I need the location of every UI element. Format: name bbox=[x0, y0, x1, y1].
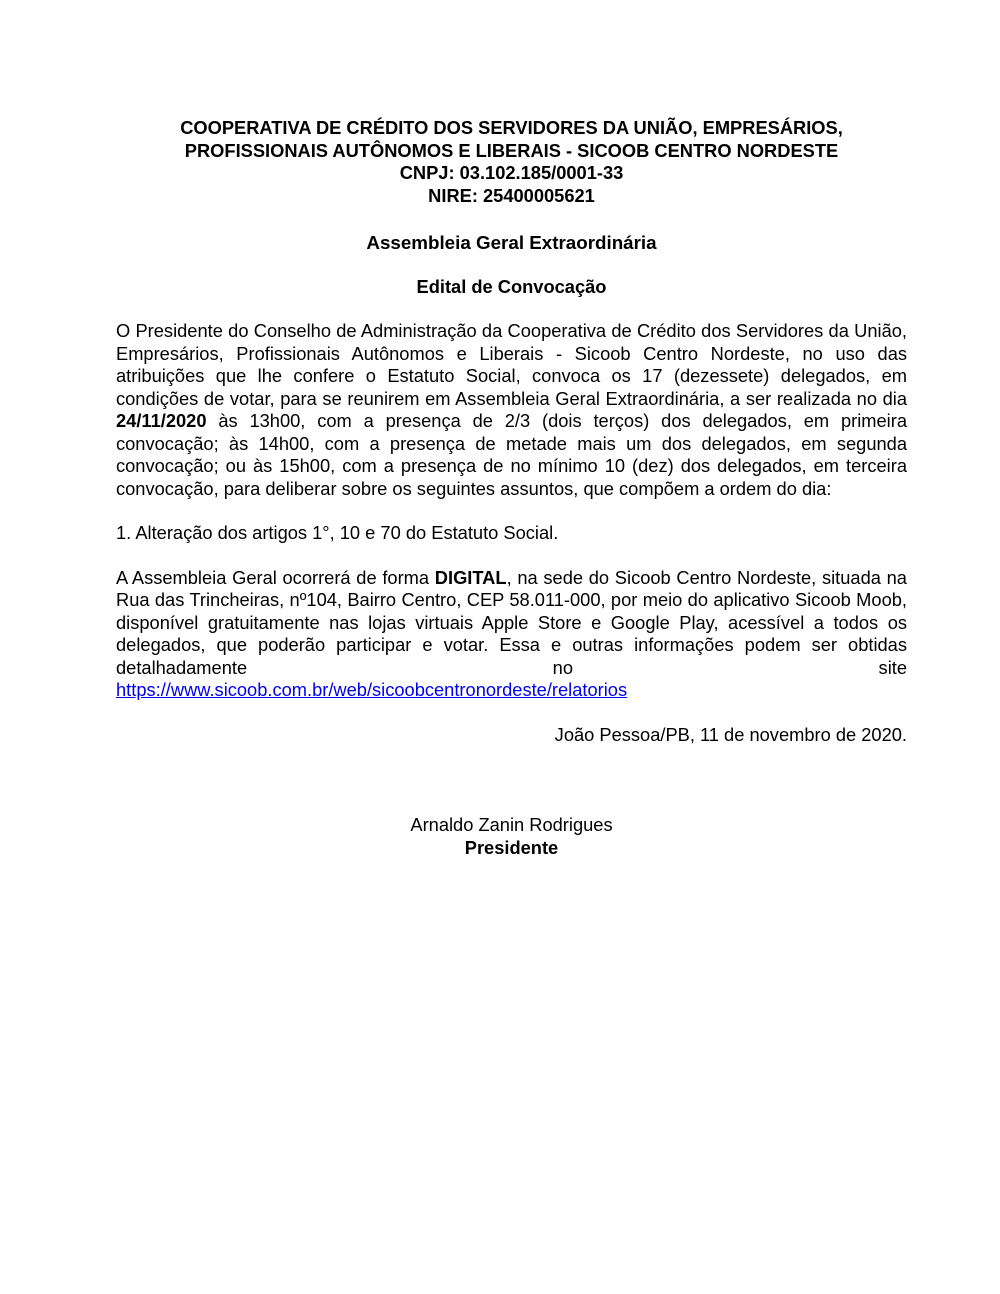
signature-block bbox=[116, 814, 907, 859]
digital-text bbox=[116, 567, 907, 680]
agenda-item-1: 1. Alteração dos artigos 1°, 10 e 70 do Estatuto Social. bbox=[116, 522, 559, 543]
document-page bbox=[116, 117, 907, 859]
site-link[interactable]: https://www.sicoob.com.br/web/sicoobcentronordeste/relatorios bbox=[116, 679, 628, 700]
date-line: João Pessoa/PB, 11 de novembro de 2020. bbox=[554, 723, 907, 745]
header-line-1: COOPERATIVA DE CRÉDITO DOS SERVIDORES DA UNIÃO, EMPRESÁRIOS, bbox=[180, 117, 843, 138]
signatory-role: Presidente bbox=[464, 836, 559, 858]
intro-paragraph bbox=[116, 320, 907, 500]
digital-text-part-1: A Assembleia Geral ocorrerá de forma bbox=[116, 566, 435, 588]
header-nire: NIRE: 25400005621 bbox=[428, 184, 595, 206]
header-cnpj: CNPJ: 03.102.185/0001-33 bbox=[399, 162, 624, 183]
edital-title: Edital de Convocação bbox=[416, 275, 607, 297]
intro-text-part-1: O Presidente do Conselho de Administração da Cooperativa de Crédito dos Servidores da União, Empresários, Profissionais Autônomos e Liberais - Sicoob Centro Nordeste, no uso das atribuições que lhe confere o Estatuto Social, convoca os 17 (dezessete) delegados, em condições de votar, para se reunirem em Assembleia Geral Extraordinária, a ser realizada no dia bbox=[116, 320, 907, 409]
assembly-title: Assembleia Geral Extraordinária bbox=[366, 232, 657, 253]
document-header bbox=[116, 117, 907, 207]
signatory-name: Arnaldo Zanin Rodrigues bbox=[410, 814, 613, 835]
digital-bold: DIGITAL bbox=[434, 566, 507, 588]
assembly-date: 24/11/2020 bbox=[116, 410, 207, 431]
intro-text-part-2: às 13h00, com a presença de 2/3 (dois terços) dos delegados, em primeira convocação; às 14h00, com a presença de metade mais um dos delegados, em segunda convocação; ou às 15h00, com a presença de no mínimo 10 (dez) dos delegados, em terceira convocação, para deliberar sobre os seguintes assuntos, que compõem a ordem do dia: bbox=[116, 410, 907, 499]
digital-paragraph bbox=[116, 567, 907, 702]
digital-text-part-2: , na sede do Sicoob Centro Nordeste, situada na Rua das Trincheiras, nº104, Bairro Centro, CEP 58.011-000, por meio do aplicativo Sicoob Moob, disponível gratuitamente nas lojas virtuais Apple Store e Google Play, acessível a todos os delegados, que poderão participar e votar. Essa e outras informações podem ser obtidas detalhadamente no site bbox=[116, 566, 907, 678]
header-line-2: PROFISSIONAIS AUTÔNOMOS E LIBERAIS - SICOOB CENTRO NORDESTE bbox=[184, 139, 839, 161]
